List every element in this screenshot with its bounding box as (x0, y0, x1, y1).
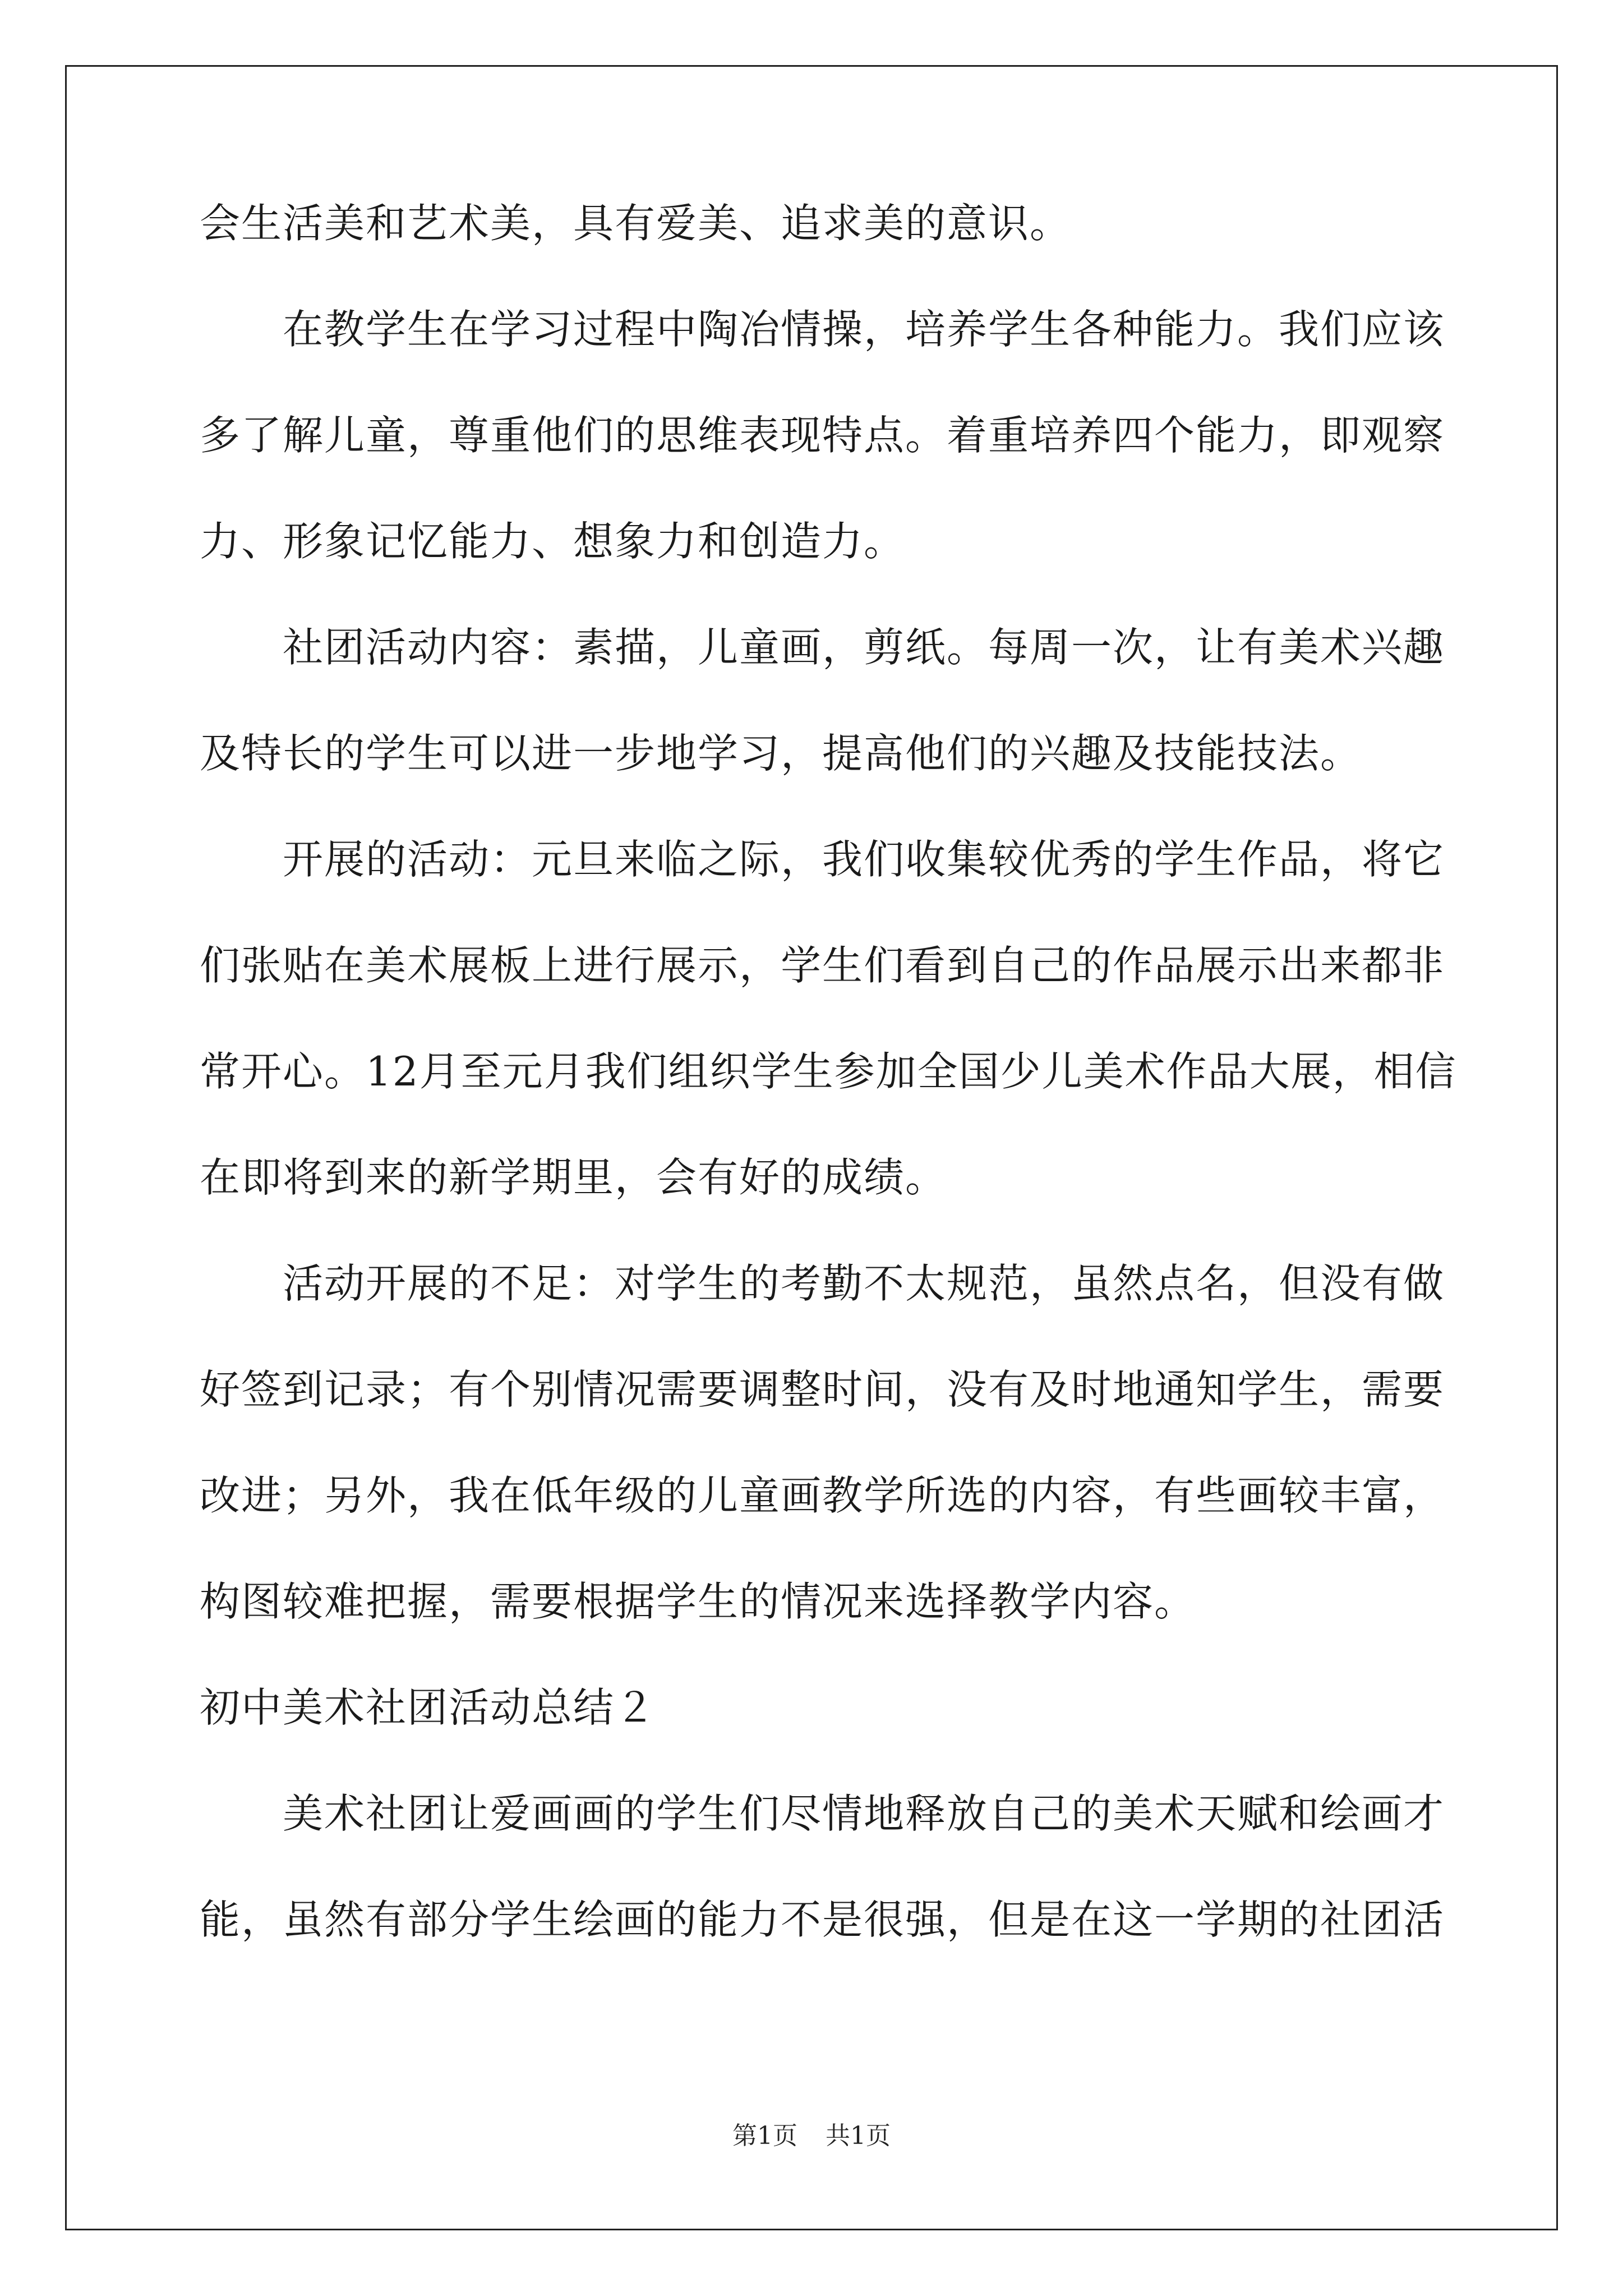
text-line: 们张贴在美术展板上进行展示，学生们看到自己的作品展示出来都非 (200, 942, 1445, 989)
paragraph-start: 社团活动内容：素描，儿童画，剪纸。每周一次，让有美术兴趣 (283, 624, 1445, 671)
paragraph-start: 在教学生在学习过程中陶冶情操，培养学生各种能力。我们应该 (283, 306, 1445, 353)
text-line: 能，虽然有部分学生绘画的能力不是很强，但是在这一学期的社团活 (200, 1896, 1445, 1943)
section-heading: 初中美术社团活动总结２ (200, 1684, 657, 1731)
text-line: 会生活美和艺术美，具有爱美、追求美的意识。 (200, 200, 1072, 247)
document-body (200, 196, 1457, 1999)
text-line: 改进；另外，我在低年级的儿童画教学所选的内容，有些画较丰富， (200, 1472, 1445, 1519)
paragraph-start: 开展的活动：元旦来临之际，我们收集较优秀的学生作品，将它 (283, 836, 1445, 883)
paragraph-start: 活动开展的不足：对学生的考勤不太规范，虽然点名，但没有做 (283, 1260, 1445, 1307)
text-line: 好签到记录；有个别情况需要调整时间，没有及时地通知学生，需要 (200, 1366, 1445, 1413)
page-footer (0, 2120, 1623, 2152)
text-line: 多了解儿童，尊重他们的思维表现特点。着重培养四个能力，即观察 (200, 412, 1445, 459)
text-line: 构图较难把握，需要根据学生的情况来选择教学内容。 (200, 1578, 1196, 1625)
text-line: 力、形象记忆能力、想象力和创造力。 (200, 518, 906, 565)
page-number: 第1页 (732, 2122, 797, 2150)
paragraph-start: 美术社团让爱画画的学生们尽情地释放自己的美术天赋和绘画才 (283, 1790, 1445, 1837)
page-total: 共1页 (826, 2122, 891, 2150)
text-line: 常开心。12月至元月我们组织学生参加全国少儿美术作品大展，相信 (200, 1048, 1457, 1095)
text-line: 在即将到来的新学期里，会有好的成绩。 (200, 1154, 947, 1201)
text-line: 及特长的学生可以进一步地学习，提高他们的兴趣及技能技法。 (200, 730, 1362, 777)
